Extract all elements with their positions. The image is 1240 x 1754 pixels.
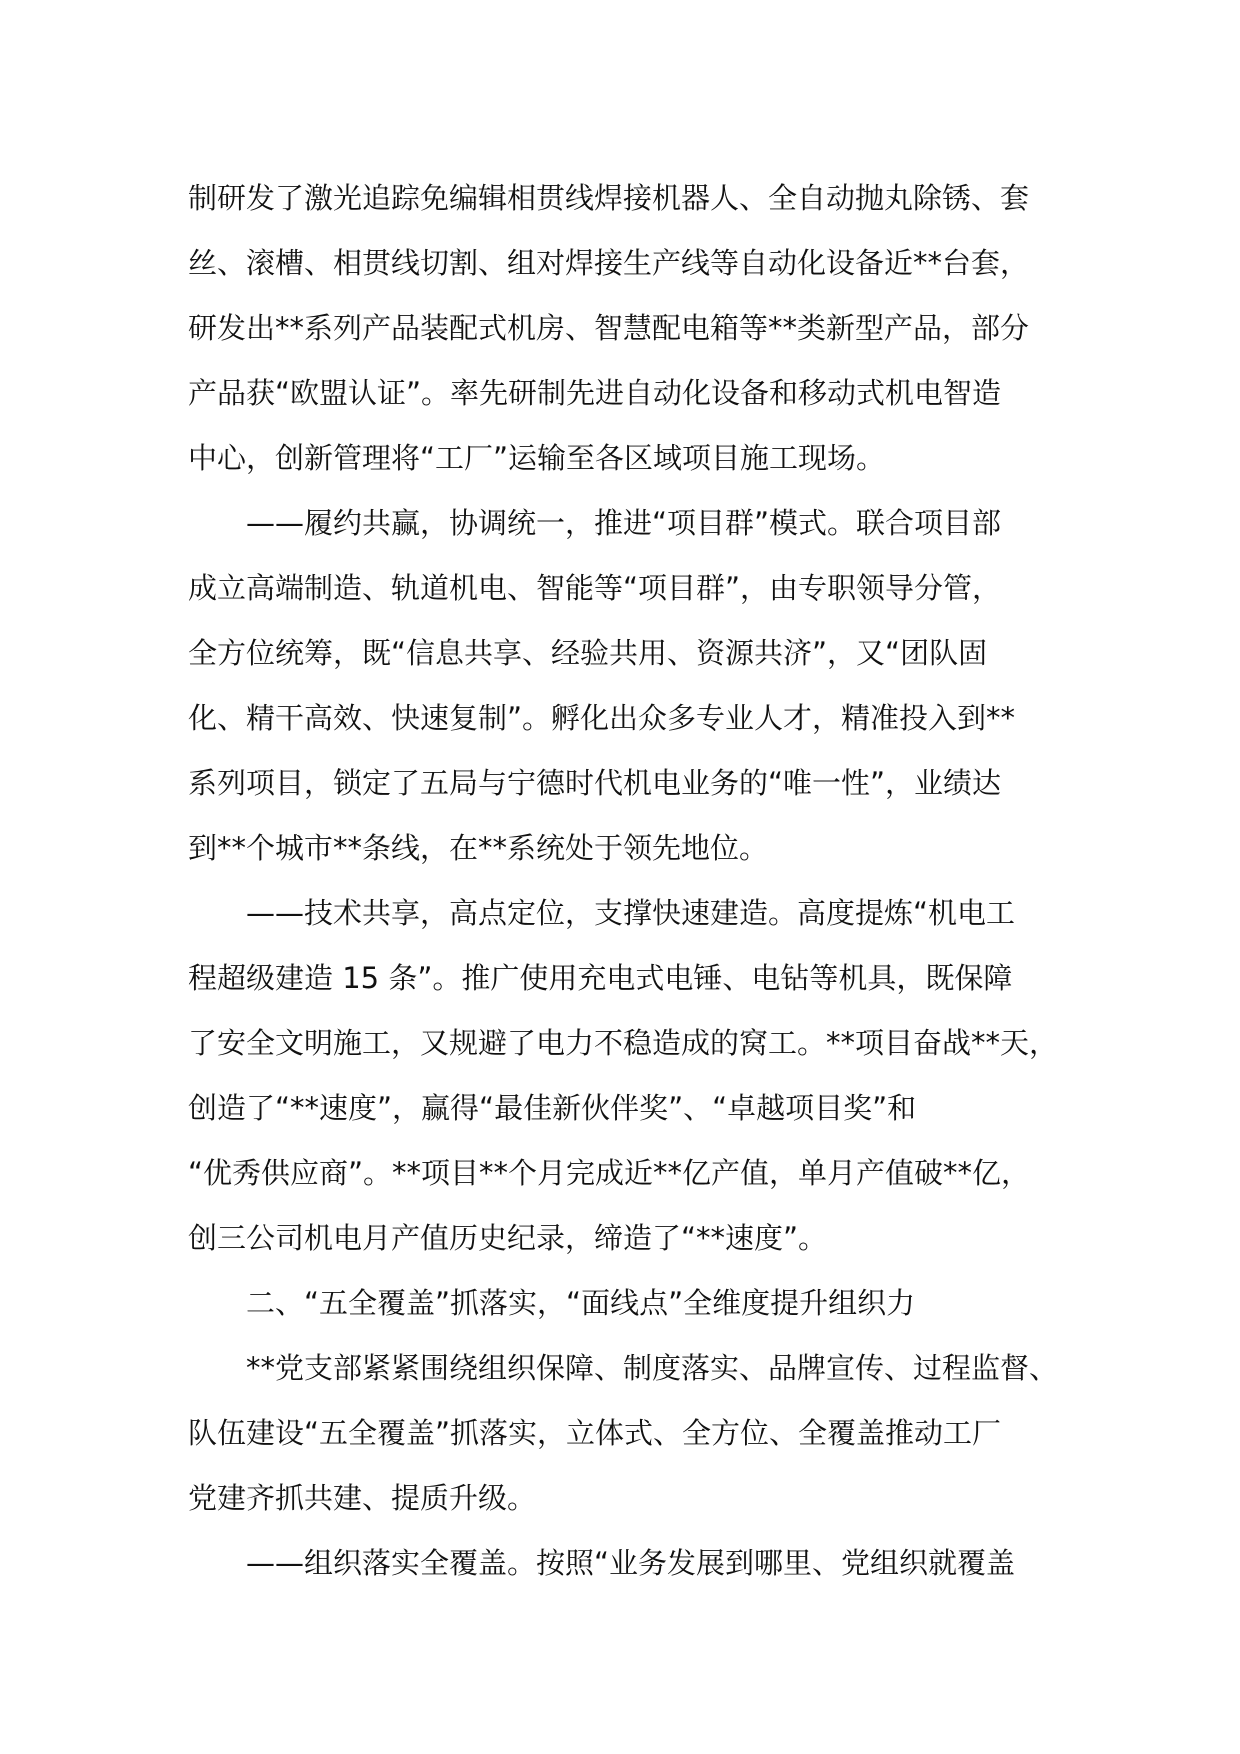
- text-line: ——履约共赢，协调统一，推进“项目群”模式。联合项目部: [246, 506, 1002, 540]
- text-line: ——技术共享，高点定位，支撑快速建造。高度提炼“机电工: [246, 896, 1016, 930]
- section-heading: [188, 1271, 1068, 1336]
- text-line: 产品获“欧盟认证”。率先研制先进自动化设备和移动式机电智造: [188, 376, 1002, 410]
- text-line: 研发出**系列产品装配式机房、智慧配电箱等**类新型产品，部分: [188, 311, 1030, 345]
- paragraph-project-group: [188, 491, 1068, 881]
- text-line: 程超级建造 15 条”。推广使用充电式电锤、电钻等机具，既保障: [188, 961, 1013, 995]
- text-line: 了安全文明施工，又规避了电力不稳造成的窝工。**项目奋战**天，: [188, 1026, 1059, 1060]
- text-line: 队伍建设“五全覆盖”抓落实，立体式、全方位、全覆盖推动工厂: [188, 1416, 1002, 1450]
- text-line: 系列项目，锁定了五局与宁德时代机电业务的“唯一性”，业绩达: [188, 766, 1002, 800]
- text-line: **党支部紧紧围绕组织保障、制度落实、品牌宣传、过程监督、: [246, 1351, 1059, 1385]
- text-line: 创三公司机电月产值历史纪录，缔造了“**速度”。: [188, 1221, 828, 1255]
- text-line: 创造了“**速度”，赢得“最佳新伙伴奖”、“卓越项目奖”和: [188, 1091, 917, 1125]
- text-line: 中心，创新管理将“工厂”运输至各区域项目施工现场。: [188, 441, 886, 475]
- paragraph-organization: [188, 1531, 1068, 1596]
- text-line: 党建齐抓共建、提质升级。: [188, 1481, 537, 1515]
- text-line: 全方位统筹，既“信息共享、经验共用、资源共济”，又“团队固: [188, 636, 988, 670]
- paragraph-manufacturing: [188, 166, 1068, 491]
- text-line: 丝、滚槽、相贯线切割、组对焊接生产线等自动化设备近**台套，: [188, 246, 1030, 280]
- text-line: 化、精干高效、快速复制”。孵化出众多专业人才，精准投入到**: [188, 701, 1016, 735]
- paragraph-party-branch: [188, 1336, 1068, 1531]
- text-line: “优秀供应商”。**项目**个月完成近**亿产值，单月产值破**亿，: [188, 1156, 1031, 1190]
- paragraph-tech-sharing: [188, 881, 1068, 1271]
- text-line: ——组织落实全覆盖。按照“业务发展到哪里、党组织就覆盖: [246, 1546, 1016, 1580]
- text-line: 制研发了激光追踪免编辑相贯线焊接机器人、全自动抛丸除锈、套: [188, 181, 1030, 215]
- section-heading-text: 二、“五全覆盖”抓落实，“面线点”全维度提升组织力: [246, 1286, 916, 1320]
- document-body: [188, 166, 1068, 1596]
- text-line: 到**个城市**条线，在**系统处于领先地位。: [188, 831, 769, 865]
- text-line: 成立高端制造、轨道机电、智能等“项目群”，由专职领导分管，: [188, 571, 1002, 605]
